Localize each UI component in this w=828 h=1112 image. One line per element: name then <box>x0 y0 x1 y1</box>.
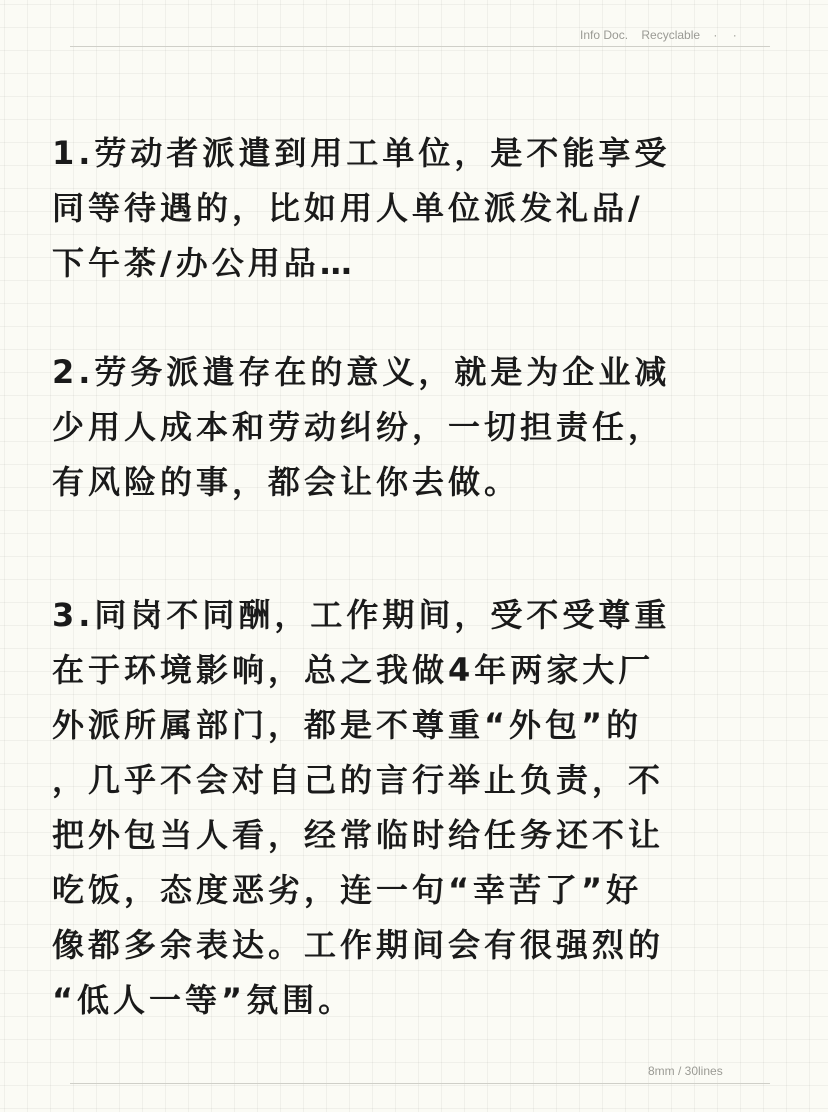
paragraph-line: 下午茶/办公用品… <box>52 244 356 282</box>
paragraph-line: 2.劳务派遣存在的意义，就是为企业减 <box>52 353 671 391</box>
paragraph-line: ，几乎不会对自己的言行举止负责，不 <box>52 761 665 799</box>
paragraph-1 <box>52 126 792 291</box>
paragraph-line: 吃饭，态度恶劣，连一句“幸苦了”好 <box>52 871 643 909</box>
paragraph-2 <box>52 345 792 510</box>
paragraph-3 <box>52 588 792 1028</box>
top-divider <box>70 46 770 47</box>
paragraph-line: 把外包当人看，经常临时给任务还不让 <box>52 816 665 854</box>
bottom-divider <box>70 1083 770 1084</box>
recyclable-label: Recyclable <box>641 28 701 42</box>
paragraph-line: 1.劳动者派遣到用工单位，是不能享受 <box>52 134 671 172</box>
paragraph-line: 3.同岗不同酬，工作期间，受不受尊重 <box>52 596 671 634</box>
doc-label: Info Doc. <box>580 28 629 42</box>
paragraph-line: 外派所属部门，都是不尊重“外包”的 <box>52 706 643 744</box>
paragraph-line: 在于环境影响，总之我做4年两家大厂 <box>52 651 655 689</box>
paragraph-line: 同等待遇的，比如用人单位派发礼品/ <box>52 189 644 227</box>
paragraph-line: “低人一等”氛围。 <box>52 981 355 1019</box>
paragraph-line: 像都多余表达。工作期间会有很强烈的 <box>52 926 665 964</box>
header-meta <box>580 28 753 42</box>
paragraph-line: 有风险的事，都会让你去做。 <box>52 463 521 501</box>
paragraph-line: 少用人成本和劳动纠纷，一切担责任， <box>52 408 665 446</box>
footer-spec-label: 8mm / 30lines <box>648 1064 723 1078</box>
dots-decoration: · · <box>713 28 743 42</box>
